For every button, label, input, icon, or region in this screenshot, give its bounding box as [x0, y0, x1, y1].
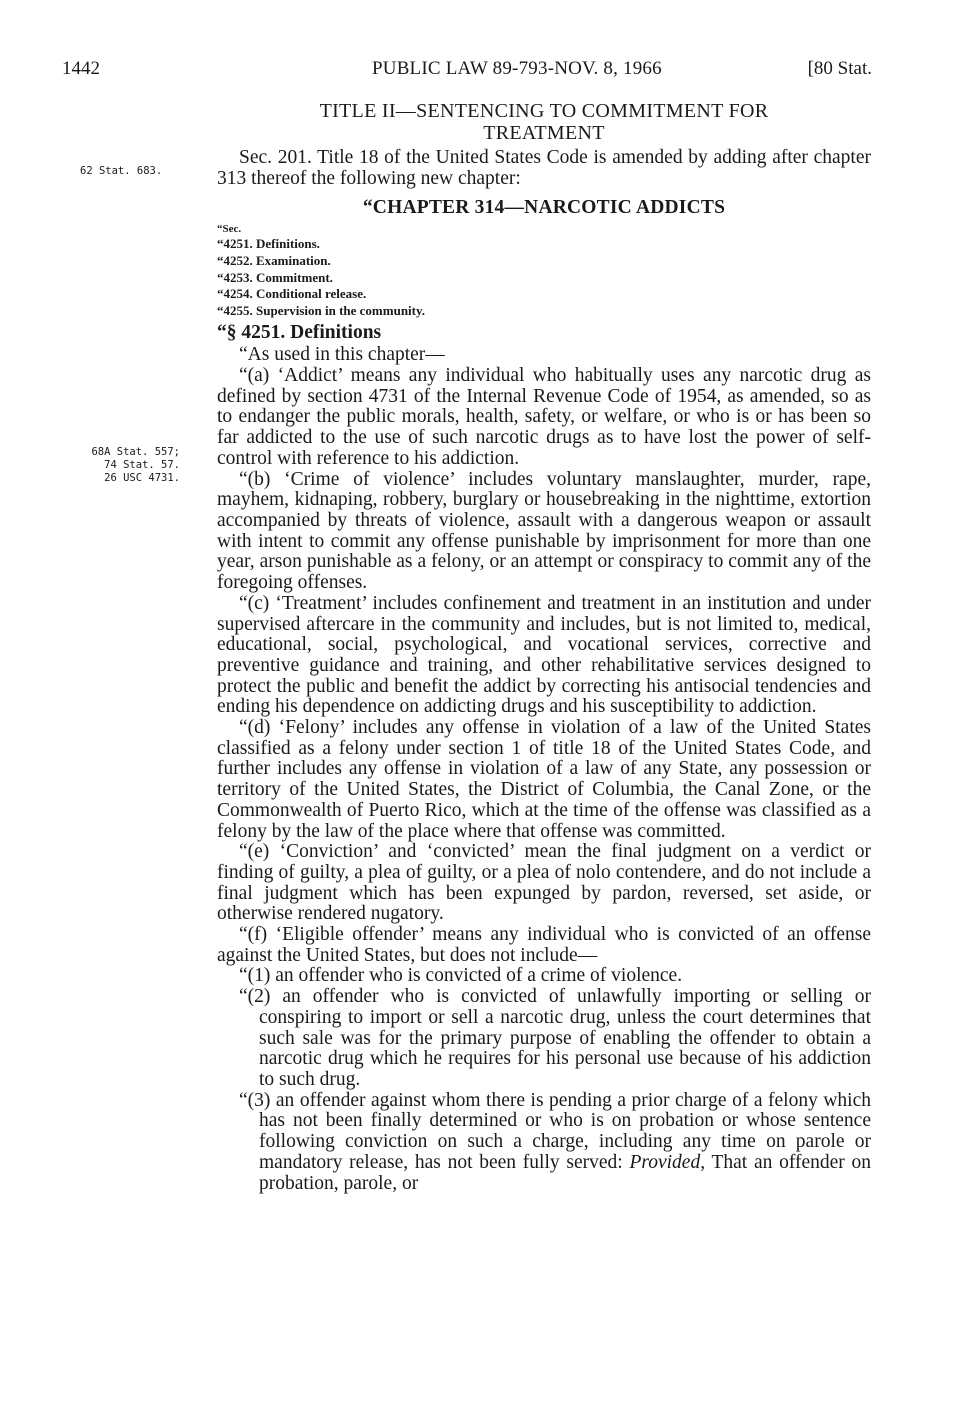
provided-keyword: Provided, [629, 1151, 706, 1173]
title-heading [217, 100, 871, 144]
margin-note-citations [68, 446, 180, 485]
body-text [217, 100, 871, 1194]
margin-note-line: 74 Stat. 57. [104, 459, 180, 471]
margin-note-line: 26 USC 4731. [104, 472, 180, 484]
definition-c: “(c) ‘Treatment’ includes confinement and treatment in an institution and under supervised aftercare in the community and includes, but is not limited to, medical, educational, social, psychological, and vocational services, corrective and preventive guidance and training, and other rehabilitative services designed to protect the public and benefit the addict by correcting his antisocial tendencies and ending his dependence on addicting drugs and his susceptibility to addiction. [217, 592, 871, 718]
table-of-sections [217, 223, 871, 319]
toc-item: “4255. Supervision in the community. [217, 302, 426, 318]
definition-b: “(b) ‘Crime of violence’ includes voluntary manslaughter, murder, rape, mayhem, kidnaping, robbery, burglary or housebreaking in the nighttime, extortion accompanied by threats of violence, assault with a dangerous weapon or assault with intent to commit any offense punishable by imprisonment for more than one year, arson punishable as a felony, or an attempt or conspiracy to commit any of the foregoing offenses. [217, 468, 871, 594]
page-number: 1442 [62, 58, 100, 79]
definition-a: “(a) ‘Addict’ means any individual who habitually uses any narcotic drug as defined by section 4731 of the Internal Revenue Code of 1954, as amended, so as to endanger the public morals, health, safety, or welfare, or who is or has been so far addicted to the use of such narcotic drugs as to have lost the power of self-control with reference to his addiction. [217, 365, 871, 469]
definition-d: “(d) ‘Felony’ includes any offense in violation of a law of the United States classified as a felony under section 1 of title 18 of the United States Code, and further includes any offense in violation of a law of any State, any possession or territory of the United States, the District of Columbia, the Canal Zone, or the Commonwealth of Puerto Rico, which at the time of the offense was classified as a felony by the law of the place where that offense was committed. [217, 717, 871, 842]
toc-item: “4252. Examination. [217, 253, 331, 268]
subitem-2 [217, 987, 871, 1091]
toc-item: “4254. Conditional release. [217, 286, 367, 302]
chapter-heading: “CHAPTER 314—NARCOTIC ADDICTS [362, 197, 726, 219]
definition-e: “(e) ‘Conviction’ and ‘convicted’ mean the final judgment on a verdict or finding of guilty, a plea of guilty, or a plea of nolo contendere, and do not include a final judgment which has been expunged by pardon, reversed, set aside, or otherwise rendered nugatory. [217, 841, 871, 925]
section-4251-heading: “§ 4251. Definitions [217, 322, 382, 344]
title-line-1: TITLE II—SENTENCING TO COMMITMENT FOR [319, 100, 769, 122]
subitem-1-text: “(1) an offender who is convicted of a crime of violence. [239, 965, 683, 987]
toc-heading: “Sec. [217, 223, 242, 236]
intro-text: “As used in this chapter— [239, 344, 445, 366]
margin-note-62-stat: 62 Stat. 683. [80, 165, 163, 177]
toc-item: “4251. Definitions. [217, 236, 320, 252]
running-title: PUBLIC LAW 89-793-NOV. 8, 1966 [372, 58, 662, 79]
subitem-1 [217, 966, 871, 987]
toc-item: “4253. Commitment. [217, 269, 333, 285]
subitem-3 [217, 1091, 871, 1195]
page-header [62, 58, 872, 84]
subitem-3-pre: “(3) an offender against whom there is pending a prior charge of a felony which has not been finally determined or who is on probation or whose sentence following conviction on such a charge, including any time on parole or mandatory release, has not been fully served: [239, 1089, 871, 1173]
margin-note-line: 68A Stat. 557; [91, 446, 180, 458]
title-line-2: TREATMENT [483, 122, 605, 144]
definition-f: “(f) ‘Eligible offender’ means any individual who is convicted of an offense against the United States, but does not include— [217, 924, 871, 966]
subitem-2-text: “(2) an offender who is convicted of unlawfully importing or selling or conspiring to import or sell a narcotic drug, unless the court determines that such sale was for the primary purpose of enabling the offender to obtain a narcotic drug which he requires for his personal use because of his addiction to such drug. [239, 986, 871, 1090]
subitem-3-text [239, 1090, 871, 1194]
statute-reference: [80 Stat. [807, 58, 872, 79]
section-201-text: Sec. 201. Title 18 of the United States Code is amended by adding after chapter 313 thereof the following new chapter: [217, 147, 871, 189]
subitem-3-post: That an offender on probation, parole, or [259, 1151, 872, 1194]
